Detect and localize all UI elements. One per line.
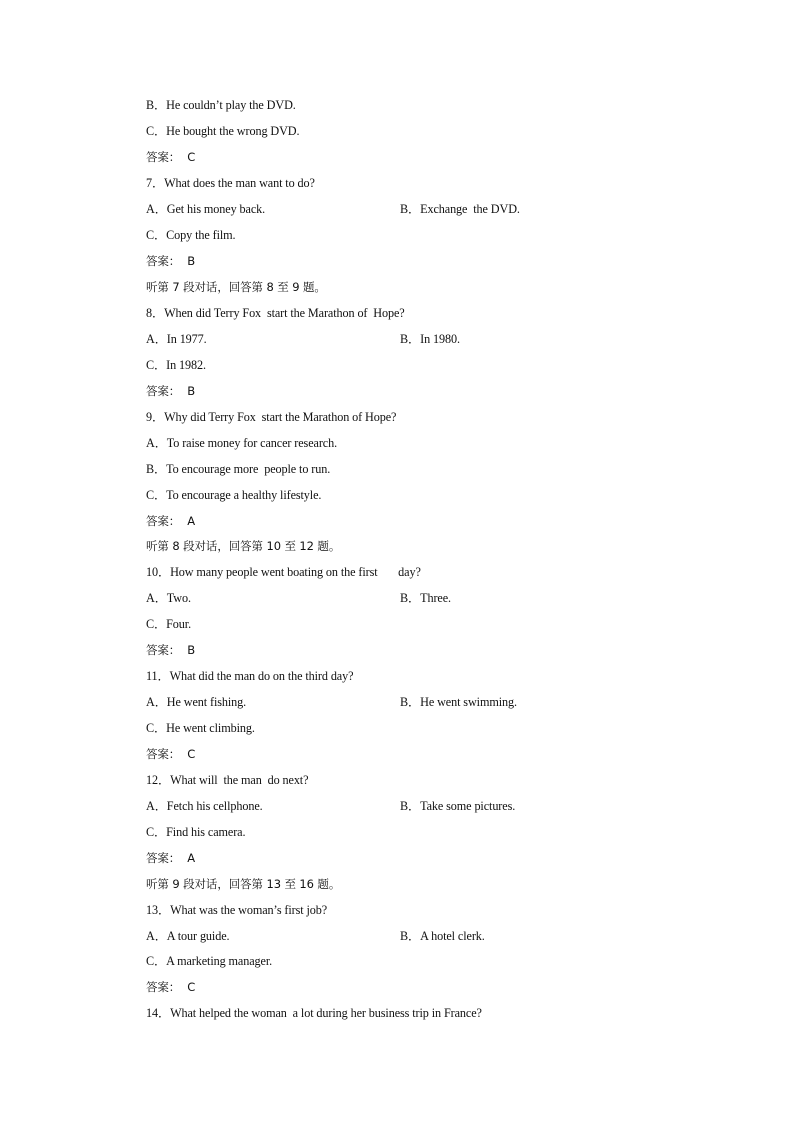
option-b: B．Take some pictures. — [400, 799, 516, 813]
option-c: C．In 1982. — [146, 358, 206, 372]
option-a: A．To raise money for cancer research. — [146, 436, 338, 450]
options-row — [146, 926, 485, 946]
question-text: 12．What will the man do next? — [146, 773, 309, 787]
option-b: B．In 1980. — [400, 332, 460, 346]
option-a: A．Fetch his cellphone. — [146, 799, 263, 813]
option-c-line — [146, 225, 235, 245]
option-c-line — [146, 951, 272, 971]
question-text: 7．What does the man want to do? — [146, 176, 315, 190]
question-text: 10．How many people went boating on the first day? — [146, 565, 421, 579]
options-row — [146, 796, 516, 816]
answer-line — [146, 744, 195, 764]
option-b: B．He went swimming. — [400, 695, 517, 709]
answer-line — [146, 977, 195, 997]
option-a-line — [146, 433, 337, 453]
option-c: C．A marketing manager. — [146, 954, 273, 968]
question-text: 9．Why did Terry Fox start the Marathon of Hope? — [146, 410, 397, 424]
answer-line — [146, 251, 195, 271]
option-a: A．Get his money back. — [146, 202, 266, 216]
section-instruction — [146, 874, 340, 894]
option-b-line — [146, 459, 330, 479]
option-b: B．Exchange the DVD. — [400, 202, 520, 216]
option-a: A．A tour guide. — [146, 929, 230, 943]
answer-text: 答案： B — [146, 384, 196, 398]
line-text: C．He bought the wrong DVD. — [146, 124, 300, 138]
answer-text: 答案： C — [146, 150, 196, 164]
question-text: 11．What did the man do on the third day? — [146, 669, 354, 683]
answer-text: 答案： B — [146, 254, 196, 268]
answer-text: 答案： C — [146, 980, 196, 994]
answer-line — [146, 640, 195, 660]
answer-line — [146, 381, 195, 401]
option-c-line — [146, 121, 299, 141]
question-14 — [146, 1003, 482, 1023]
instruction-text: 听第 7 段对话，回答第 8 至 9 题。 — [146, 280, 326, 294]
option-a: A．In 1977. — [146, 332, 207, 346]
answer-text: 答案： A — [146, 851, 196, 865]
question-11 — [146, 666, 353, 686]
option-c: C．Find his camera. — [146, 825, 246, 839]
option-c: C．He went climbing. — [146, 721, 255, 735]
section-instruction — [146, 536, 340, 556]
question-text: 14．What helped the woman a lot during her business trip in France? — [146, 1006, 482, 1020]
option-c-line — [146, 355, 206, 375]
question-text: 13．What was the woman’s first job? — [146, 903, 328, 917]
question-13 — [146, 900, 327, 920]
option-c-line — [146, 822, 245, 842]
question-7 — [146, 173, 315, 193]
option-c: C．To encourage a healthy lifestyle. — [146, 488, 322, 502]
options-row — [146, 588, 451, 608]
option-c-line — [146, 485, 321, 505]
option-b: B．A hotel clerk. — [400, 929, 485, 943]
option-c: C．Four. — [146, 617, 192, 631]
line-text: B．He couldn’t play the DVD. — [146, 98, 296, 112]
options-row — [146, 329, 460, 349]
answer-text: 答案： C — [146, 747, 196, 761]
question-text: 8．When did Terry Fox start the Marathon of Hope? — [146, 306, 405, 320]
option-a: A．He went fishing. — [146, 695, 247, 709]
answer-line — [146, 147, 195, 167]
option-c-line — [146, 614, 191, 634]
instruction-text: 听第 8 段对话，回答第 10 至 12 题。 — [146, 539, 341, 553]
answer-line — [146, 511, 195, 531]
options-row — [146, 199, 520, 219]
option-b: B．To encourage more people to run. — [146, 462, 331, 476]
answer-text: 答案： B — [146, 643, 196, 657]
option-b-line — [146, 95, 296, 115]
question-12 — [146, 770, 308, 790]
option-c-line — [146, 718, 255, 738]
question-9 — [146, 407, 396, 427]
options-row — [146, 692, 517, 712]
question-10 — [146, 562, 421, 582]
instruction-text: 听第 9 段对话，回答第 13 至 16 题。 — [146, 877, 341, 891]
option-a: A．Two. — [146, 591, 191, 605]
option-c: C．Copy the film. — [146, 228, 236, 242]
section-instruction — [146, 277, 326, 297]
answer-text: 答案： A — [146, 514, 196, 528]
answer-line — [146, 848, 195, 868]
question-8 — [146, 303, 405, 323]
option-b: B．Three. — [400, 591, 451, 605]
